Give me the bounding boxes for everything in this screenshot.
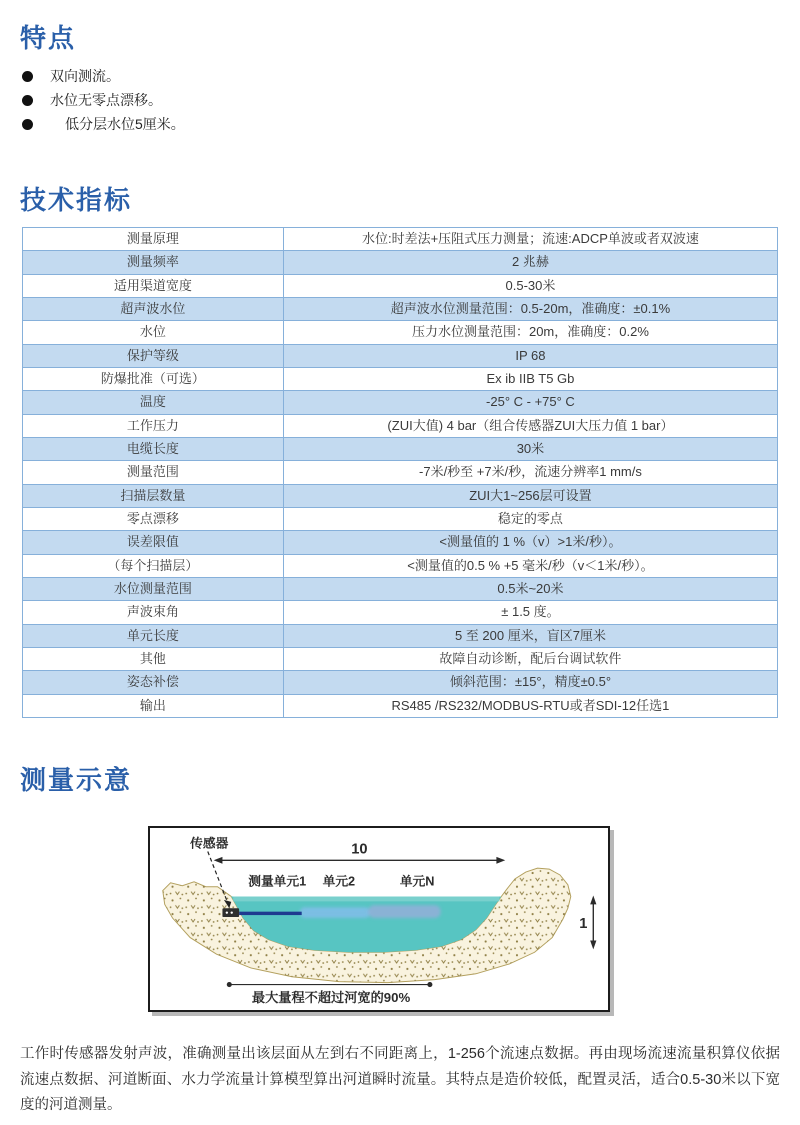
spec-value: 故障自动诊断，配后台调试软件 — [439, 650, 622, 666]
feature-text: 双向测流。 — [50, 68, 120, 84]
spec-value: 水位:时差法+压阻式压力测量；流速:ADCP单波或者双波速 — [361, 231, 699, 247]
sensor-icon — [222, 908, 239, 917]
spec-row — [23, 390, 777, 413]
spec-label: 测量范围 — [23, 461, 284, 483]
spec-value: Ex ib IIB T5 Gb — [486, 370, 575, 386]
spec-value: 30米 — [516, 440, 545, 456]
spec-row — [23, 297, 777, 320]
spec-row — [23, 344, 777, 367]
spec-value: 倾斜范围：±15°，精度±0.5° — [449, 674, 612, 690]
spec-row — [23, 577, 777, 600]
unit1-label: 测量单元1 — [248, 873, 307, 889]
spec-label: 声波束角 — [23, 601, 284, 623]
spec-value: 0.5-30米 — [505, 277, 556, 293]
range-note-label: 最大量程不超过河宽的90% — [251, 990, 411, 1006]
depth-dimension — [590, 896, 596, 950]
spec-row — [23, 437, 777, 460]
spec-row — [23, 228, 777, 250]
unit2-label: 单元2 — [322, 873, 356, 889]
spec-value: (ZUI大值) 4 bar（组合传感器ZUI大压力值 1 bar） — [387, 417, 674, 433]
feature-text: 水位无零点漂移。 — [50, 92, 162, 108]
spec-label: 电缆长度 — [23, 438, 284, 460]
depth-value-label: 1 — [579, 915, 588, 932]
spec-row — [23, 460, 777, 483]
spec-label: 姿态补偿 — [23, 671, 284, 693]
bullet-icon — [22, 119, 33, 130]
spec-row — [23, 624, 777, 647]
spec-value: 5 至 200 厘米，盲区7厘米 — [454, 627, 606, 643]
channel-cross-section-figure — [150, 828, 608, 1010]
spec-value: -25° C - +75° C — [486, 394, 575, 410]
spec-row — [23, 600, 777, 623]
spec-value: -7米/秒至 +7米/秒，流速分辨率1 mm/s — [419, 464, 642, 480]
feature-item — [22, 64, 185, 88]
measurement-diagram — [148, 826, 610, 1012]
spec-row — [23, 484, 777, 507]
width-value-label: 10 — [351, 841, 368, 858]
feature-text: 低分层水位5厘米。 — [65, 116, 185, 132]
spec-value: ± 1.5 度。 — [501, 604, 560, 620]
spec-value: ZUI大1~256层可设置 — [469, 487, 592, 503]
spec-row — [23, 414, 777, 437]
spec-label: 扫描层数量 — [23, 485, 284, 507]
spec-row — [23, 530, 777, 553]
spec-label: 超声波水位 — [23, 298, 284, 320]
spec-label: 其他 — [23, 648, 284, 670]
spec-row — [23, 274, 777, 297]
spec-label: 防爆批准（可选） — [23, 368, 284, 390]
spec-label: 测量频率 — [23, 251, 284, 273]
spec-value: 超声波水位测量范围：0.5-20m，准确度：±0.1% — [390, 301, 671, 316]
spec-value: IP 68 — [515, 347, 546, 363]
spec-row — [23, 320, 777, 343]
specs-heading: 技术指标 — [20, 185, 133, 215]
range-dimension — [227, 982, 433, 987]
spec-value: RS485 /RS232/MODBUS-RTU或者SDI-12任选1 — [391, 697, 670, 713]
bullet-icon — [22, 71, 33, 82]
spec-value: 0.5米~20米 — [497, 580, 564, 596]
spec-label: 输出 — [23, 695, 284, 717]
features-list — [22, 64, 185, 136]
spec-label: 零点漂移 — [23, 508, 284, 530]
working-principle-text: 工作时传感器发射声波，准确测量出该层面从左到右不同距离上，1-256个流速点数据。再由现场流速流量积算仪依据流速点数据、河道断面、水力学流量计算模型算出河道瞬时流量。其特点是造价较低，配置灵活，适合0.5-30米以下宽度的河道测量。 — [20, 1046, 780, 1113]
specs-table — [22, 227, 778, 718]
spec-label: 温度 — [23, 391, 284, 413]
spec-label: （每个扫描层） — [23, 555, 284, 577]
spec-value: 稳定的零点 — [497, 510, 563, 526]
spec-row — [23, 507, 777, 530]
spec-label: 工作压力 — [23, 415, 284, 437]
spec-value: 2 兆赫 — [512, 254, 549, 270]
spec-row — [23, 367, 777, 390]
feature-item — [22, 88, 185, 112]
spec-value: 压力水位测量范围：20m，准确度：0.2% — [411, 324, 649, 340]
spec-row — [23, 694, 777, 717]
spec-label: 适用渠道宽度 — [23, 275, 284, 297]
spec-row — [23, 250, 777, 273]
unitN-label: 单元N — [399, 873, 435, 889]
spec-row — [23, 647, 777, 670]
width-dimension — [214, 857, 506, 864]
sensor-label: 传感器 — [190, 835, 229, 851]
spec-row — [23, 554, 777, 577]
spec-label: 误差限值 — [23, 531, 284, 553]
spec-label: 测量原理 — [23, 228, 284, 250]
spec-label: 水位测量范围 — [23, 578, 284, 600]
spec-value: <测量值的 1 %（v）>1米/秒）。 — [439, 534, 622, 550]
spec-label: 单元长度 — [23, 625, 284, 647]
spec-label: 保护等级 — [23, 345, 284, 367]
spec-value: <测量值的0.5 % +5 毫米/秒（v＜1米/秒）。 — [407, 557, 654, 573]
spec-row — [23, 670, 777, 693]
diagram-heading: 测量示意 — [20, 765, 133, 795]
spec-label: 水位 — [23, 321, 284, 343]
feature-item — [22, 112, 185, 136]
bullet-icon — [22, 95, 33, 106]
features-heading: 特点 — [20, 23, 77, 53]
